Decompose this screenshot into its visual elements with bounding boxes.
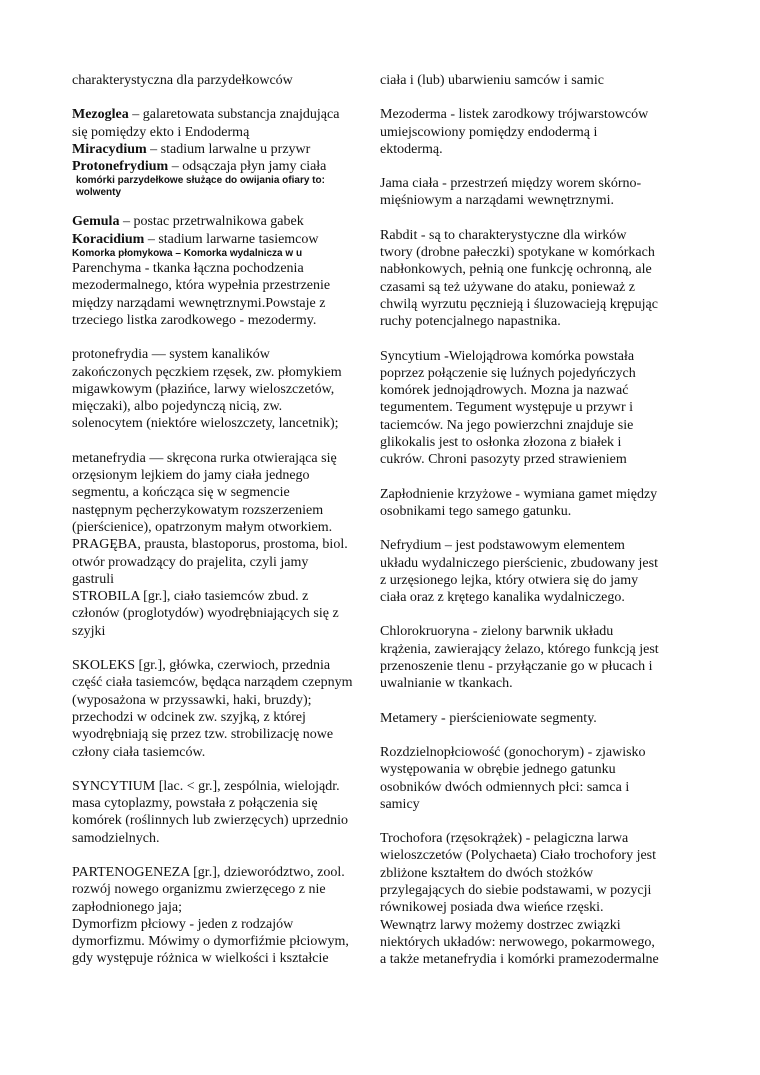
skoleks-line-2: część ciała tasiemców, będąca narządem czepnym [72,675,353,691]
metanefrydia-entry: metanefrydia — skręcona rurka otwierająca się orzęsionym lejkiem do jamy ciała jednego segmentu, a kończąca się w segmencie następnym pęcherzykowatym rozszerzeniem (pierścienice), opatrzonym małym otworkiem. [72,450,337,535]
gemula-entry [72,213,378,230]
gemula-term: Gemula [72,214,120,230]
chlorokruoryna-continuation: uwalnianie w tkankach. [380,676,513,692]
koracidium-entry [72,231,378,248]
parenchyma-entry: Parenchyma - tkanka łączna pochodzenia mezodermalnego, która wypełnia przestrzenie między narządami wewnętrznymi.Powstaje z trzeciego listka zarodkowego - mezodermy. [72,261,331,328]
strobila-entry: STROBILA [gr.], ciało tasiemców zbud. z członów (proglotydów) wyodrębniających się z szyjki [72,589,339,639]
koracidium-term: Koracidium [72,231,145,247]
nefrydium-entry: Nefrydium – jest podstawowym elementem układu wydalniczego pierścienic, zbudowany jest z urzęsionego lejka, który otwiera się do jamy ciała oraz z krętego kanalika wydalniczego. [380,538,658,606]
dymorfizm-entry: Dymorfizm płciowy - jeden z rodzajów dymorfizmu. Mówimy o dymorfiźmie płciowym, gdy występuje różnica w wielkości i kształcie [72,916,349,967]
protonefrydium-term: Protonefrydium [72,159,169,175]
dymorfizm-continuation: ciała i (lub) ubarwieniu samców i samic [380,73,604,88]
protonefrydium-entry [72,158,378,175]
protonefrydia-entry: protonefrydia — system kanalików zakończonych pęczkiem rzęsek, zw. płomykiem migawkowym (płazińce, larwy wieloszczetów, mięczaki), albo pojedynczą nicią, zw. solenocytem (niektóre wieloszczety, lancetnik); [72,347,342,432]
jama-ciala-entry: Jama ciała - przestrzeń między worem skórno- mięśniowym a narządami wewnętrznymi. [380,176,642,209]
trochofora-entry: Trochofora (rzęsokrążek) - pelagiczna larwa wieloszczetów (Polychaeta) Ciało trochofory jest zbliżone kształtem do dwóch stożków przylegających do siebie podstawami, w pozycji równikowej posiada dwa wieńce rzęski. Wewnątrz larwy możemy dostrzec związki niektórych układów: nerwowego, pokarmowego, a także metanefrydia i komórki pramezodermalne [380,831,659,968]
miracydium-def: – stadium larwalne u przywr [146,141,311,157]
koracidium-def: – stadium larwarne tasiemcow [144,231,319,247]
zaplodnienie-entry: Zapłodnienie krzyżowe - wymiana gamet między osobnikami tego samego gatunku. [380,486,658,519]
left-column [72,72,378,968]
plomykowa-note: Komorka płomykowa – Komorka wydalnicza w u [72,248,303,260]
miracydium-term: Miracydium [72,141,147,157]
right-column [380,72,688,968]
mezoglea-def: – galaretowata substancja znajdująca się pomiędzy ekto i Endodermą [72,107,340,140]
prageba-entry: PRAGĘBA, prausta, blastoporus, prostoma, biol. otwór prowadzący do prajelita, czyli jamy gastruli [72,537,348,587]
mezoderma-entry: Mezoderma - listek zarodkowy trójwarstowców umiejscowiony pomiędzy endodermą i ektodermą. [380,107,649,157]
protonefrydium-def: – odsączaja płyn jamy ciała [168,159,327,175]
mezoglea-term: Mezoglea [72,107,129,123]
skoleks-line-1: SKOLEKS [gr.], główka, czerwioch, przednia [72,658,331,674]
syncytium-entry-right: Syncytium -Wielojądrowa komórka powstała poprzez połączenie się luźnych pojedyńczych komórek jednojądrowych. Mozna ja nazwać tegumentem. Tegument występuje u przywr i taciemców. Na jego powierzchni znajduje sie glikokalis jest to osłonka złozona z białek i cukrów. Chroni pasozyty przed strawieniem [380,348,636,468]
rozdzielnoplciowosc-entry: Rozdzielnopłciowość (gonochorym) - zjawisko występowania w obrębie jednego gatunku osobników dwóch odmiennych płci: samca i samicy [380,744,646,812]
intro-text: charakterystyczna dla parzydełkowców [72,73,293,88]
syncytium-entry-left: SYNCYTIUM [lac. < gr.], zespólnia, wielojądr. masa cytoplazmy, powstała z połączenia się komórek (roślinnych lub zwierzęcych) uprzednio samodzielnych. [72,778,349,846]
mezoglea-entry [72,106,378,141]
parzydelkowe-note: komórki parzydełkowe służące do owijania ofiary to: wolwenty [76,175,325,199]
metamery-entry: Metamery - pierścieniowate segmenty. [380,710,597,726]
chlorokruoryna-entry: Chlorokruoryna - zielony barwnik układu krążenia, zawierający żelazo, którego funkcją jest przenoszenie tlenu - przyłączanie go w płucach i [380,624,659,675]
partenogeneza-entry: PARTENOGENEZA [gr.], dzieworództwo, zool. rozwój nowego organizmu zwierzęcego z nie zapłodnionego jaja; [72,864,345,915]
gemula-def: – postac przetrwalnikowa gabek [119,214,304,230]
miracydium-entry [72,141,378,158]
skoleks-rest: (wyposażona w przyssawki, haki, bruzdy); przechodzi w odcinek zw. szyjką, z której wyodrębniają się przez tzw. strobilizację nowe człony ciała tasiemców. [72,692,334,760]
rabdit-entry: Rabdit - są to charakterystyczne dla wirków twory (drobne pałeczki) spotykane w komórkach nabłonkowych, pełnią one funkcję ochronną, ale czasami są też używane do ataku, ponieważ z chwilą wyrzutu pęcznieją i śluzowacieją krępując ruchy potencjalnego napastnika. [380,227,658,330]
